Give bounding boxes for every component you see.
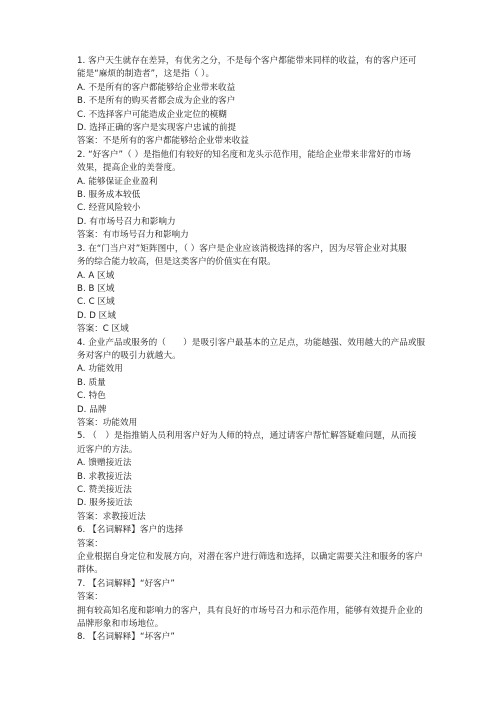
answer-line: 答案：求教接近法: [77, 511, 146, 522]
text-line: 效果，提高企业的美誉度。: [77, 163, 181, 174]
text-line: 拥有较高知名度和影响力的客户，具有良好的市场号召力和示范作用，能够有效提升企业的: [77, 605, 423, 616]
text-line: 4. 企业产品或服务的（ ）是吸引客户最基本的立足点，功能越强、效用越大的产品或服: [77, 337, 426, 348]
text-line: C. C 区域: [77, 297, 115, 308]
text-line: D. 品牌: [77, 404, 107, 415]
document-page: [77, 55, 427, 645]
answer-line: 答案：不是所有的客户都能够给企业带来收益: [77, 136, 249, 147]
text-line: 务对客户的吸引力就越大。: [77, 350, 181, 361]
text-line: D. 服务接近法: [77, 498, 133, 509]
text-line: B. B 区域: [77, 283, 115, 294]
text-line: B. 质量: [77, 377, 106, 388]
text-line: C. 赞美接近法: [77, 485, 132, 495]
text-line: A. 能够保证企业盈利: [77, 176, 158, 187]
text-line: 7. 【名词解释】“好客户”: [77, 578, 175, 589]
text-line: 能是“麻烦的制造者”，这是指（ ）。: [77, 69, 215, 80]
text-line: 务的综合能力较高，但是这类客户的价值实在有限。: [77, 257, 276, 268]
text-line: A. 馈赠接近法: [77, 458, 132, 469]
text-line: 6. 【名词解释】客户的选择: [77, 525, 184, 536]
text-line: 企业根据自身定位和发展方向，对潜在客户进行筛选和选择，以确定需要关注和服务的客户: [77, 552, 423, 563]
text-line: A. 功能效用: [77, 364, 123, 375]
text-line: A. A 区域: [77, 270, 115, 281]
answer-line: 答案：有市场号召力和影响力: [77, 230, 189, 241]
text-line: D. D 区域: [77, 310, 116, 321]
answer-line: 答案：: [77, 592, 103, 603]
text-line: C. 经营风险较小: [77, 203, 141, 214]
text-line: D. 选择正确的客户是实现客户忠诚的前提: [77, 123, 237, 134]
text-line: 近客户的方法。: [77, 444, 138, 455]
text-line: C. 特色: [77, 391, 106, 402]
text-line: C. 不选择客户可能造成企业定位的模糊: [77, 109, 227, 120]
text-line: D. 有市场号召力和影响力: [77, 216, 176, 227]
text-line: B. 服务成本较低: [77, 190, 141, 201]
text-line: 品牌形象和市场地位。: [77, 619, 164, 630]
text-line: 3. 在“门当户对”矩阵图中，（ ）客户是企业应该消极选择的客户，因为尽管企业对其服: [77, 243, 407, 254]
answer-line: 答案：: [77, 538, 103, 549]
text-line: 2. “好客户”（ ）是指他们有较好的知名度和龙头示范作用，能给企业带来非常好的市场: [77, 149, 412, 160]
text-line: 8. 【名词解释】“坏客户”: [77, 632, 175, 643]
answer-line: 答案：功能效用: [77, 417, 138, 428]
text-line: A. 不是所有的客户都能够给企业带来收益: [77, 82, 236, 93]
answer-line: 答案：C 区域: [77, 324, 129, 335]
text-line: 群体。: [77, 565, 103, 576]
text-line: B. 求教接近法: [77, 471, 132, 482]
text-line: B. 不是所有的购买者都会成为企业的客户: [77, 96, 236, 107]
text-line: 5. （ ）是指推销人员利用客户好为人师的特点，通过请客户帮忙解答疑难问题，从而接: [77, 431, 417, 442]
text-line: 1. 客户天生就存在差异，有优劣之分，不是每个客户都能带来同样的收益，有的客户还可: [77, 56, 417, 66]
